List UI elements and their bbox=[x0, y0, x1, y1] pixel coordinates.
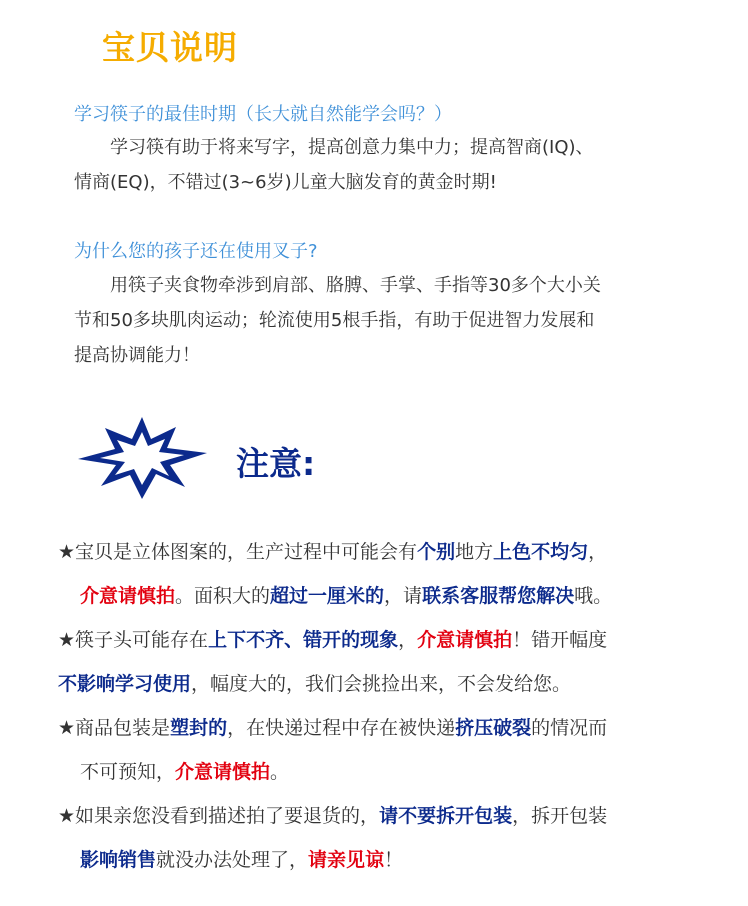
star-icon: ★ bbox=[58, 717, 76, 739]
list-item-4-line-2: 影响销售就没办法处理了，请亲见谅！ bbox=[80, 849, 404, 871]
section1-line-1: 学习筷有助于将来写字，提高创意力集中力；提高智商(IQ)、 bbox=[110, 137, 594, 158]
starburst-icon bbox=[74, 415, 210, 501]
section1-paragraph bbox=[74, 130, 714, 200]
list-item-1-line-1: ★宝贝是立体图案的，生产过程中可能会有个别地方上色不均匀， bbox=[58, 541, 608, 563]
star-icon: ★ bbox=[58, 541, 76, 563]
section1-question: 学习筷子的最佳时期（长大就自然能学会吗？） bbox=[74, 104, 452, 125]
section2-line-3: 提高协调能力！ bbox=[74, 345, 200, 366]
section2-line-2: 节和50多块肌肉运动；轮流使用5根手指，有助于促进智力发展和 bbox=[74, 310, 595, 331]
list-item-4-line-1: ★如果亲您没看到描述拍了要退货的，请不要拆开包装，拆开包装 bbox=[58, 805, 608, 827]
list-item-2-line-2: 不影响学习使用，幅度大的，我们会挑捡出来，不会发给您。 bbox=[58, 673, 572, 695]
notice-list bbox=[58, 530, 738, 882]
page-title: 宝贝说明 bbox=[102, 28, 238, 67]
star-icon: ★ bbox=[58, 805, 76, 827]
list-item-3-line-2: 不可预知，介意请慎拍。 bbox=[80, 761, 290, 783]
section2-line-1: 用筷子夹食物牵涉到肩部、胳膊、手掌、手指等30多个大小关 bbox=[110, 275, 601, 296]
list-item-1-line-2: 介意请慎拍。面积大的超过一厘米的，请联系客服帮您解决哦。 bbox=[80, 585, 613, 607]
list-item-3-line-1: ★商品包装是塑封的，在快递过程中存在被快递挤压破裂的情况而 bbox=[58, 717, 608, 739]
list-item-2-line-1: ★筷子头可能存在上下不齐、错开的现象，介意请慎拍！错开幅度 bbox=[58, 629, 608, 651]
section2-paragraph bbox=[74, 268, 714, 373]
section1-line-2: 情商(EQ)，不错过(3~6岁)儿童大脑发育的黄金时期! bbox=[74, 172, 497, 193]
section2-question: 为什么您的孩子还在使用叉子? bbox=[74, 241, 318, 262]
notice-heading: 注意: bbox=[236, 444, 316, 483]
star-icon: ★ bbox=[58, 629, 76, 651]
